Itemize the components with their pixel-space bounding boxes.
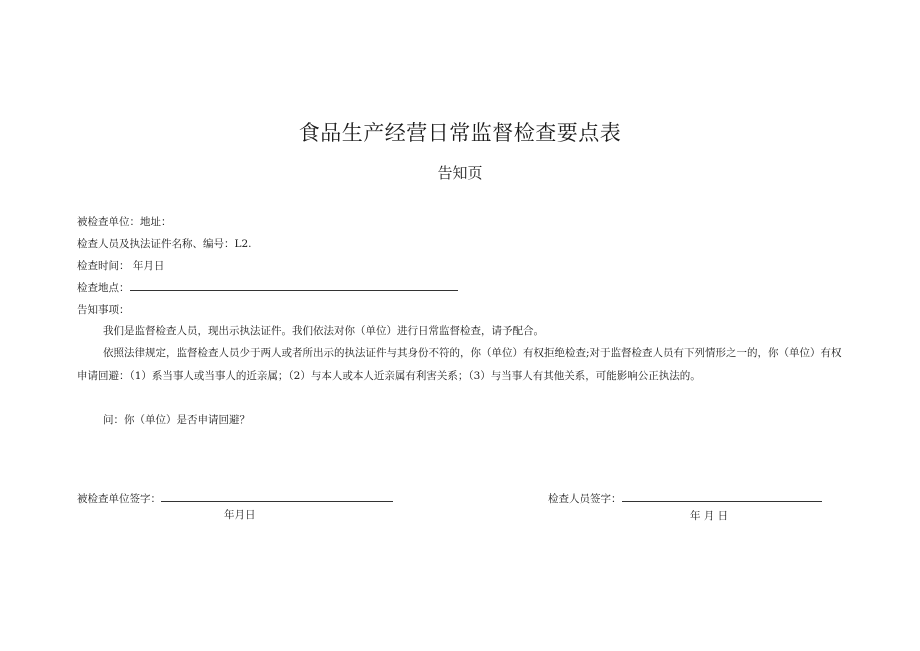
inspector-signature-date: 年 月 日 bbox=[690, 510, 729, 522]
notice-heading-line bbox=[77, 303, 130, 317]
inspection-location-label: 检查地点： bbox=[77, 282, 130, 294]
document-subtitle: 告知页 bbox=[437, 164, 483, 182]
inspector-signature-line bbox=[548, 492, 822, 506]
document-title: 食品生产经营日常监督检查要点表 bbox=[298, 121, 622, 145]
notice-paragraph-2 bbox=[77, 342, 847, 387]
inspection-time-label: 检查时间： 年月日 bbox=[77, 260, 165, 272]
inspectors-line bbox=[77, 237, 252, 251]
inspection-time-line bbox=[77, 259, 164, 273]
unit-signature-date: 年月日 bbox=[224, 509, 256, 521]
inspection-location-blank bbox=[130, 281, 458, 291]
inspectors-label: 检查人员及执法证件名称、编号：L2. bbox=[77, 238, 252, 250]
notice-paragraph-1 bbox=[77, 320, 847, 343]
inspector-signature-blank bbox=[622, 492, 822, 502]
notice-paragraph-3 bbox=[77, 409, 847, 432]
inspected-unit-label: 被检查单位：地址： bbox=[77, 216, 172, 228]
unit-signature-label: 被检查单位签字： bbox=[77, 493, 161, 505]
inspection-location-line bbox=[77, 281, 458, 295]
unit-signature-blank bbox=[161, 492, 393, 502]
notice-heading: 告知事项： bbox=[77, 304, 130, 316]
inspected-unit-line bbox=[77, 215, 172, 229]
unit-signature-line bbox=[77, 492, 393, 506]
notice-paragraph-2-text: 依照法律规定，监督检查人员少于两人或者所出示的执法证件与其身份不符的，你（单位）有权拒绝检查;对于监督检查人员有下列情形之一的，你（单位）有权申请回避：（1）系当事人或当事人的近亲属；（2）与本人或本人近亲属有利害关系；（3）与当事人有其他关系，可能影响公正执法的。 bbox=[77, 347, 842, 382]
inspector-signature-label: 检查人员签字： bbox=[548, 493, 622, 505]
notice-paragraph-3-text: 问：你（单位）是否申请回避？ bbox=[103, 414, 250, 426]
notice-paragraph-1-text: 我们是监督检查人员，现出示执法证件。我们依法对你（单位）进行日常监督检查，请予配合。 bbox=[103, 325, 544, 337]
